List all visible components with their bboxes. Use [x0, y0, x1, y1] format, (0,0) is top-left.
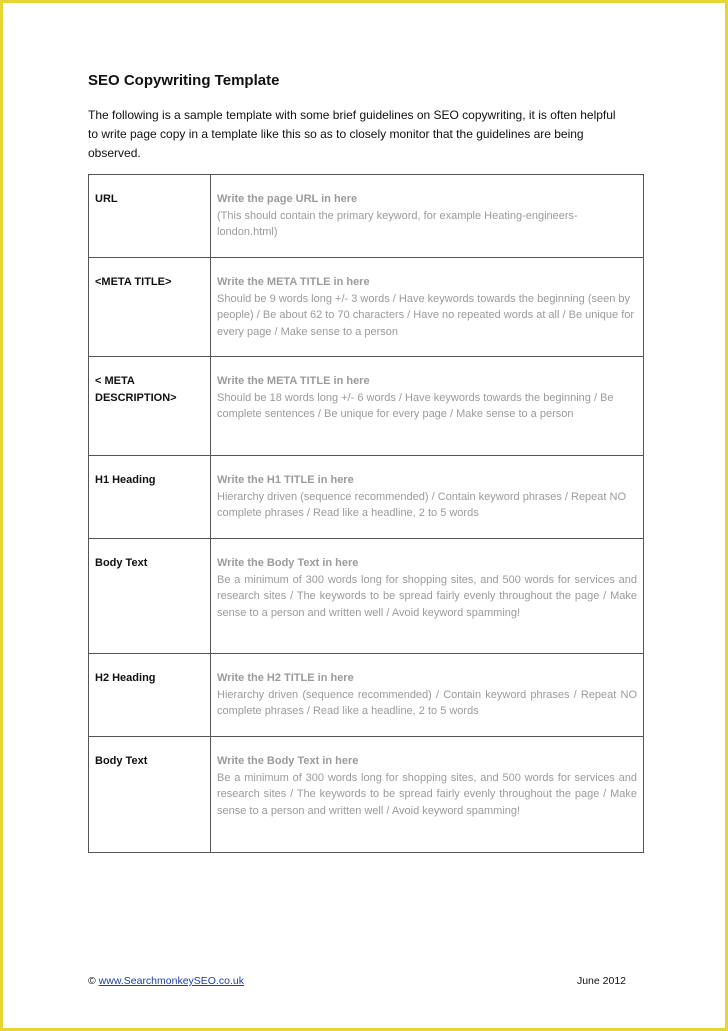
row-label-line: < META [95, 375, 135, 387]
row-value-heading: Write the Body Text in here [217, 557, 359, 569]
row-value[interactable] [211, 175, 644, 258]
row-value-heading: Write the Body Text in here [217, 755, 359, 767]
table-row-h1-heading [89, 456, 644, 539]
intro-line: observed. [88, 146, 141, 160]
table-row-h2-heading [89, 654, 644, 737]
table-row-body-text [89, 539, 644, 654]
row-guidelines: Be a minimum of 300 words long for shopping sites, and 500 words for services and research sites / The keywords to be spread fairly evenly throughout the page / Make sense to a person and written well / Avoid keyword spamming! [217, 573, 637, 619]
row-guidelines: Hierarchy driven (sequence recommended) / Contain keyword phrases / Repeat NO complete phrases / Read like a headline, 2 to 5 words [217, 688, 637, 718]
row-guidelines: Hierarchy driven (sequence recommended) / Contain keyword phrases / Repeat NO complete phrases / Read like a headline, 2 to 5 words [217, 490, 627, 520]
row-value-heading: Write the H2 TITLE in here [217, 672, 354, 684]
row-guidelines: Should be 18 words long +/- 6 words / Have keywords towards the beginning / Be complete sentences / Be unique for every page / Make sense to a person [217, 391, 614, 421]
intro-line: to write page copy in a template like this so as to closely monitor that the guidelines are being [88, 127, 584, 141]
row-value-heading: Write the META TITLE in here [217, 276, 370, 288]
row-value-heading: Write the H1 TITLE in here [217, 474, 354, 486]
footer-website-link[interactable]: www.SearchmonkeySEO.co.uk [98, 975, 244, 987]
row-value-heading: Write the META TITLE in here [217, 375, 370, 387]
row-value-heading: Write the page URL in here [217, 193, 358, 205]
intro-line: The following is a sample template with some brief guidelines on SEO copywriting, it is often helpful [88, 108, 616, 122]
row-guidelines: Be a minimum of 300 words long for shopping sites, and 500 words for services and research sites / The keywords to be spread fairly evenly throughout the page / Make sense to a person and written well / Avoid keyword spamming! [217, 771, 637, 817]
row-value[interactable] [211, 357, 644, 456]
table-row-body-text [89, 737, 644, 853]
table-row-url [89, 175, 644, 258]
row-guidelines: (This should contain the primary keyword, for example Heating-engineers-london.html) [217, 209, 578, 239]
row-value[interactable] [211, 456, 644, 539]
document-title: SEO Copywriting Template [88, 72, 280, 89]
seo-template-table [88, 174, 644, 853]
footer-copyright [88, 975, 244, 987]
table-row-meta-title [89, 258, 644, 357]
row-label: <META TITLE> [89, 258, 211, 357]
document-body [88, 72, 644, 853]
row-label: Body Text [89, 737, 211, 853]
table-row-meta-description [89, 357, 644, 456]
footer-date: June 2012 [576, 975, 626, 987]
row-label-line: DESCRIPTION> [95, 391, 177, 404]
row-label: Body Text [89, 539, 211, 654]
row-value[interactable] [211, 539, 644, 654]
row-value[interactable] [211, 737, 644, 853]
row-label: H2 Heading [89, 654, 211, 737]
copyright-symbol: © [88, 975, 96, 987]
row-guidelines: Should be 9 words long +/- 3 words / Have keywords towards the beginning (seen by people) / Be about 62 to 70 characters / Have no repeated words at all / Be unique for every page / Make sense to a person [217, 292, 635, 338]
row-label: URL [89, 175, 211, 258]
intro-paragraph [88, 106, 644, 163]
row-value[interactable] [211, 654, 644, 737]
row-label: H1 Heading [89, 456, 211, 539]
row-label [89, 357, 211, 456]
row-value[interactable] [211, 258, 644, 357]
